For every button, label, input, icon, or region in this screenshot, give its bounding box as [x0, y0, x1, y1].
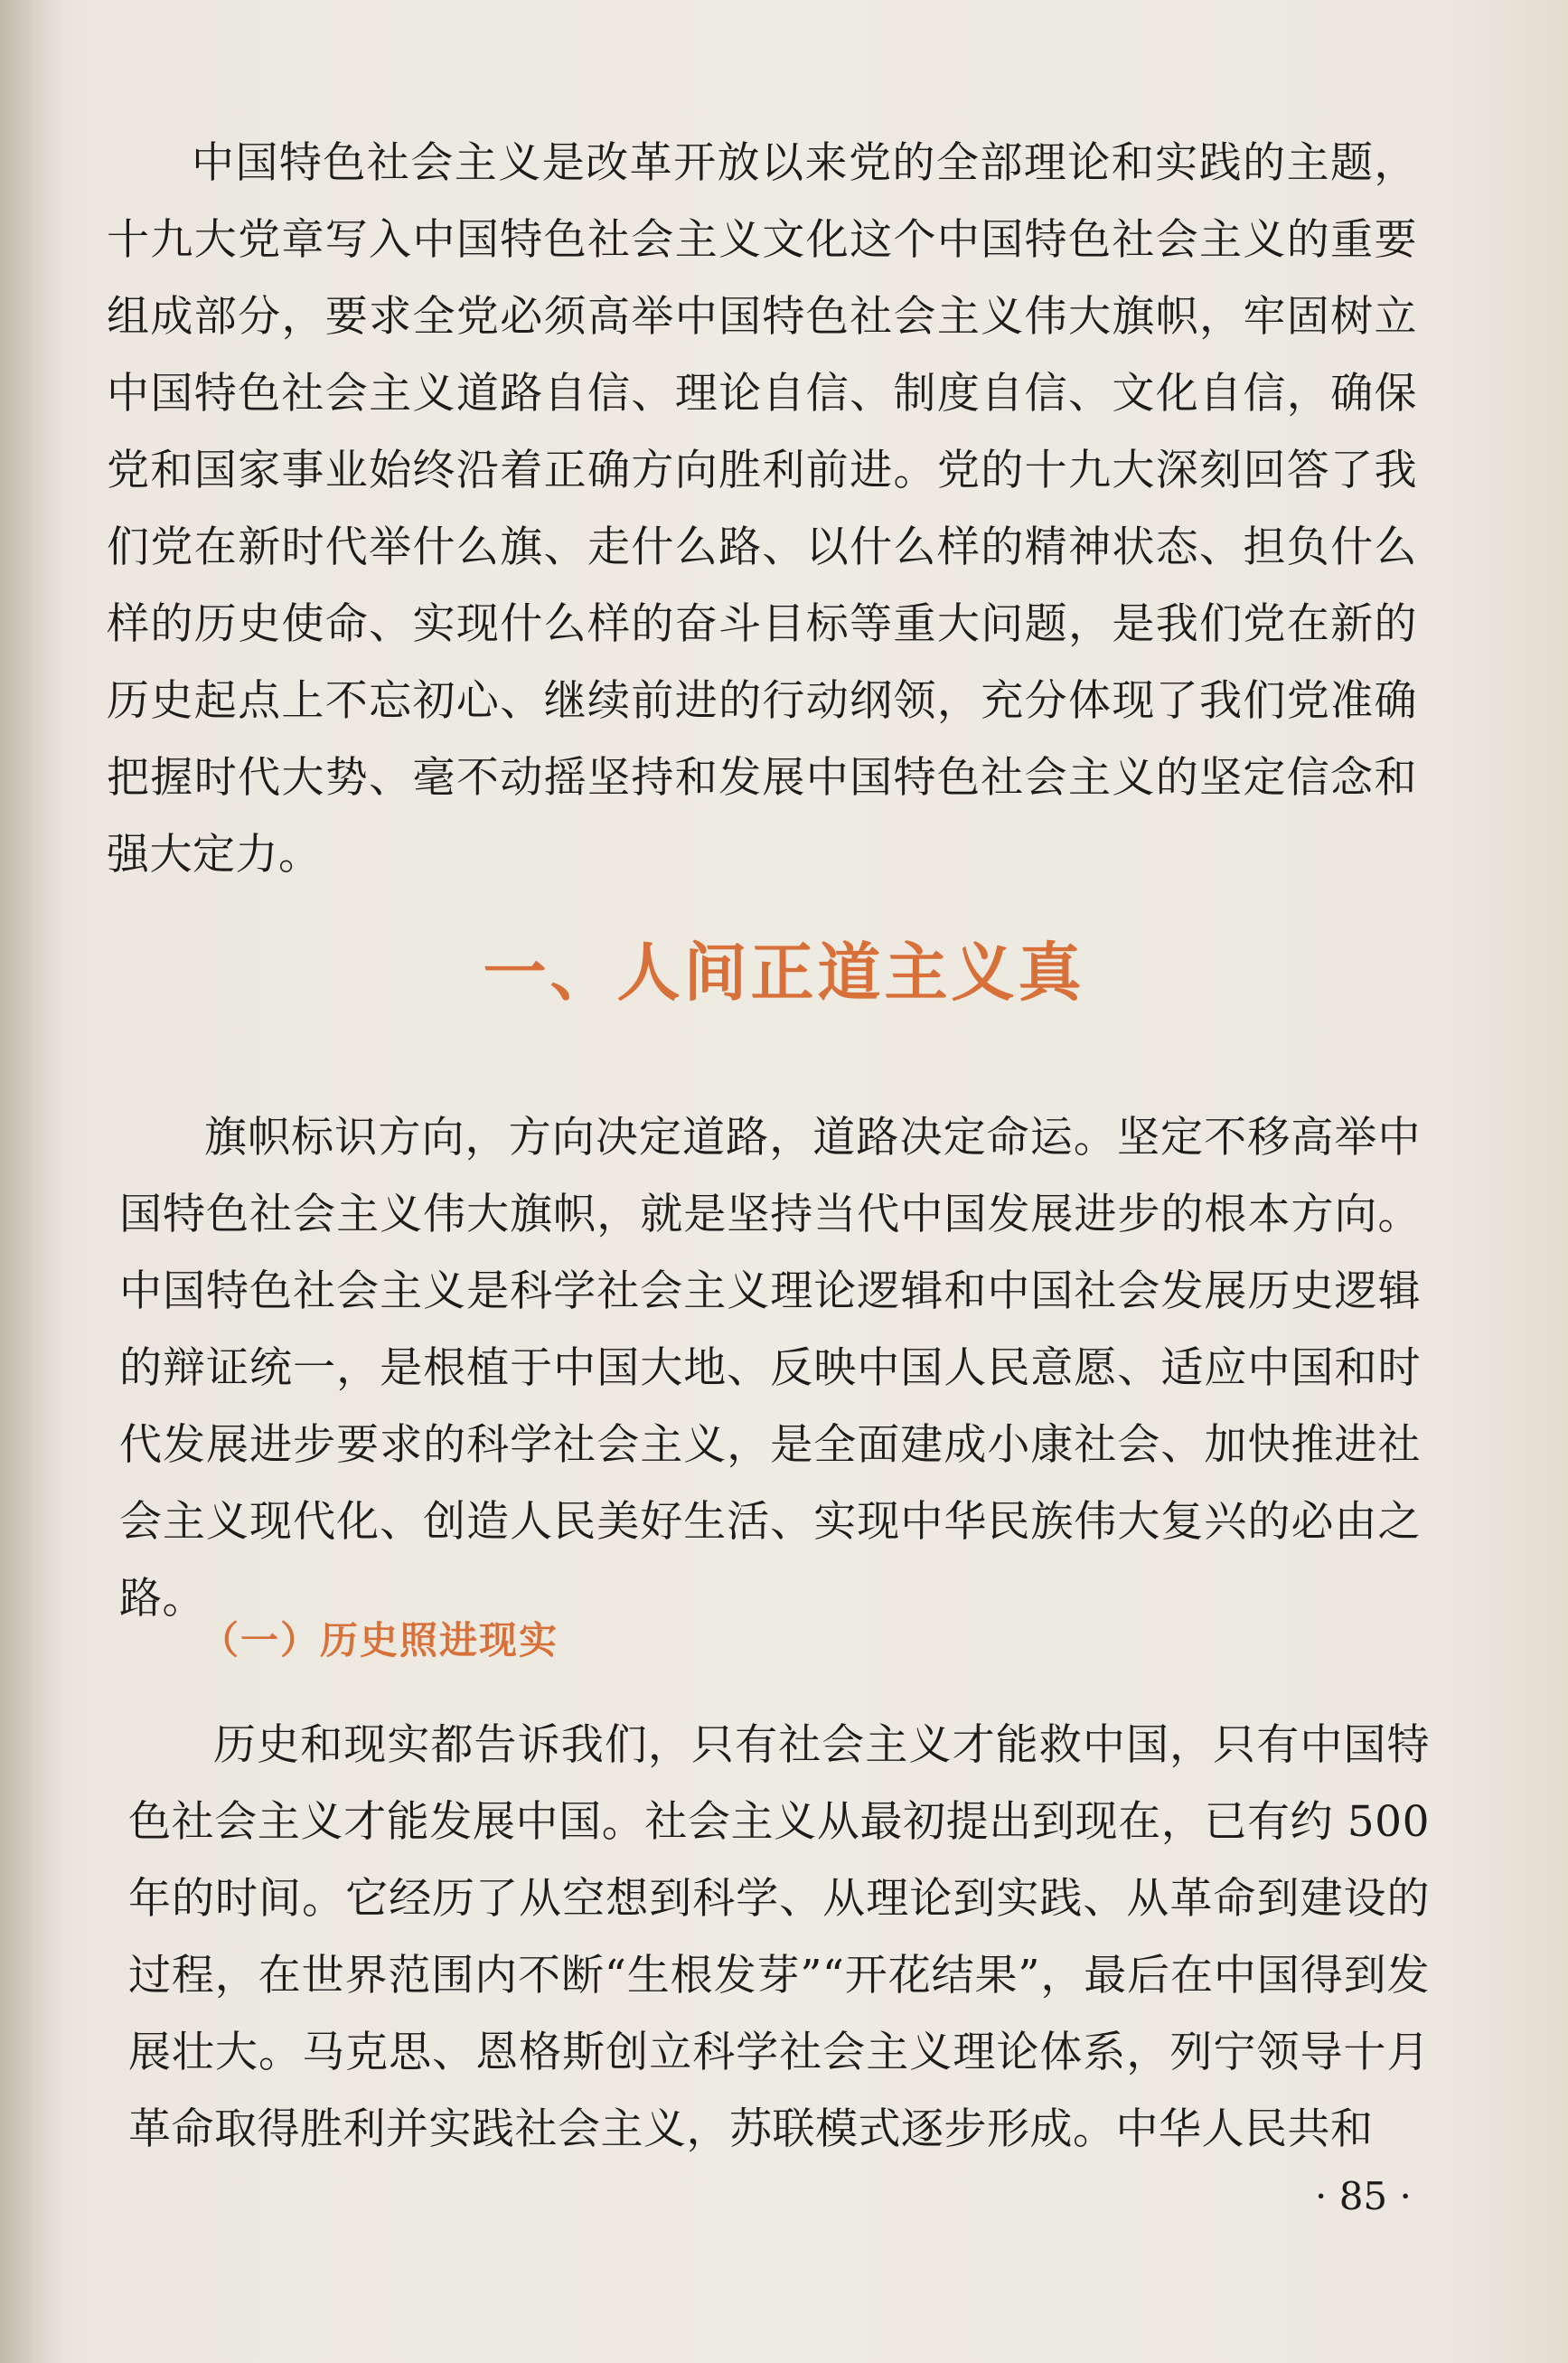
subsection-heading: （一）历史照进现实 [201, 1618, 559, 1662]
body-paragraph-2: 旗帜标识方向，方向决定道路，道路决定命运。坚定不移高举中国特色社会主义伟大旗帜，就是坚持当代中国发展进步的根本方向。中国特色社会主义是科学社会主义理论逻辑和中国社会发展历史逻辑的辩证统一，是根植于中国大地、反映中国人民意愿、适应中国和时代发展进步要求的科学社会主义，是全面建成小康社会、加快推进社会主义现代化、创造人民美好生活、实现中华民族伟大复兴的必由之路。 [119, 1113, 1421, 1624]
page-number: · 85 · [1315, 2174, 1412, 2218]
section-heading: 一、人间正道主义真 [483, 935, 1085, 1010]
body-paragraph-3: 历史和现实都告诉我们，只有社会主义才能救中国，只有中国特色社会主义才能发展中国。社会主义从最初提出到现在，已有约 500年的时间。它经历了从空想到科学、从理论到实践、从革命到建设的过程，在世界范围内不断“生根发芽”“开花结果”，最后在中国得到发展壮大。马克思、恩格斯创立科学社会主义理论体系，列宁领导十月革命取得胜利并实践社会主义，苏联模式逐步形成。中华人民共和 [128, 1720, 1430, 2154]
body-paragraph-1: 中国特色社会主义是改革开放以来党的全部理论和实践的主题，十九大党章写入中国特色社会主义文化这个中国特色社会主义的重要组成部分，要求全党必须高举中国特色社会主义伟大旗帜，牢固树立中国特色社会主义道路自信、理论自信、制度自信、文化自信，确保党和国家事业始终沿着正确方向胜利前进。党的十九大深刻回答了我们党在新时代举什么旗、走什么路、以什么样的精神状态、担负什么样的历史使命、实现什么样的奋斗目标等重大问题，是我们党在新的历史起点上不忘初心、继续前进的行动纲领，充分体现了我们党准确把握时代大势、毫不动摇坚持和发展中国特色社会主义的坚定信念和强大定力。 [107, 138, 1417, 880]
spine-shadow [0, 0, 63, 2363]
